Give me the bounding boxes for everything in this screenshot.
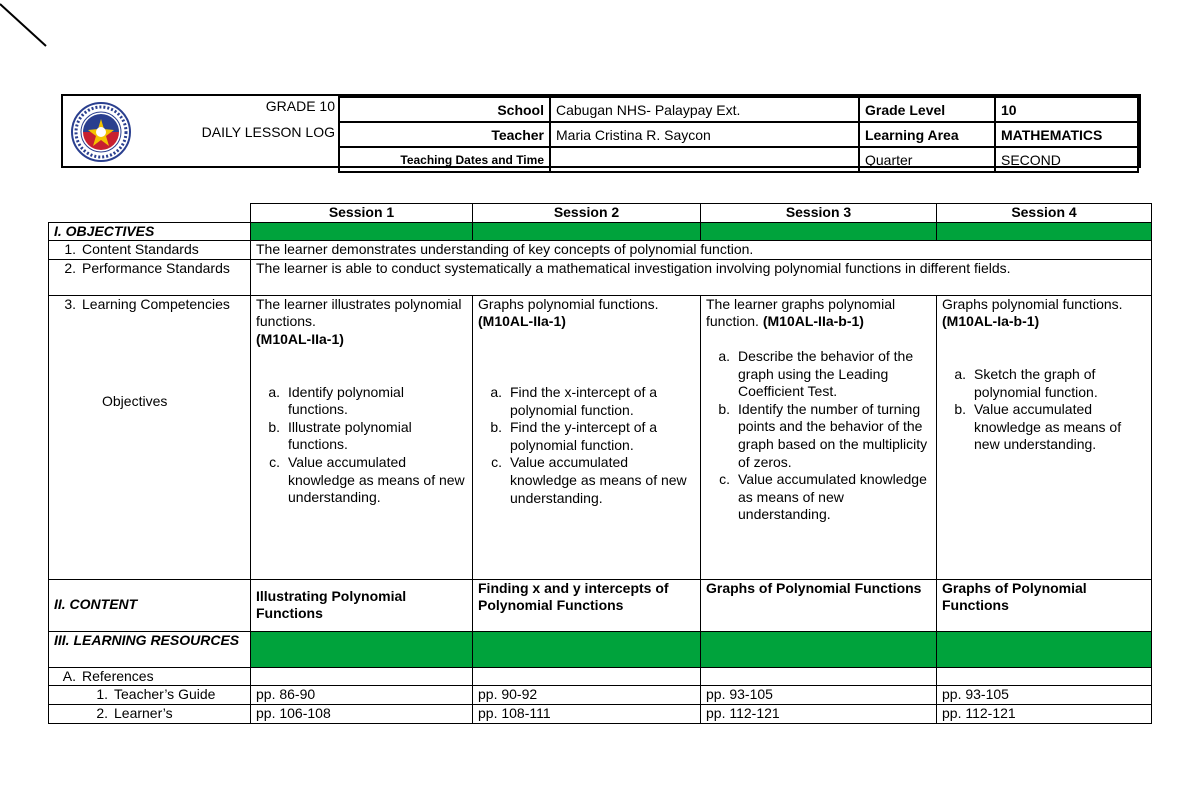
competencies-label-cell [49, 295, 251, 579]
performance-standards-number: 2. [64, 259, 76, 276]
list-item: a. Find the x-intercept of a polynomial function. [490, 383, 658, 418]
teachers-guide-pages-s1: pp. 86-90 [251, 686, 473, 705]
references-label: References [82, 667, 154, 684]
green-band-cell [937, 631, 1152, 667]
empty-cell [937, 667, 1152, 686]
session-2-content: Finding x and y intercepts of Polynomial Functions [473, 579, 701, 631]
session-2-objectives [473, 295, 701, 579]
grade-level-label: Grade Level [859, 97, 995, 122]
empty-cell [473, 667, 701, 686]
session-3-objectives [701, 295, 937, 579]
header-info-grid [338, 96, 1139, 166]
teachers-guide-pages-s3: pp. 93-105 [701, 686, 937, 705]
learners-pages-s1: pp. 106-108 [251, 704, 473, 723]
list-item: b. Identify the number of turning points and the behavior of the graph based on the multiplicity of zeros. [718, 400, 928, 470]
learning-area-label: Learning Area [859, 122, 995, 147]
green-band-cell [251, 631, 473, 667]
session-4-content: Graphs of Polynomial Functions [937, 579, 1152, 631]
resources-section-title: III. LEARNING RESOURCES [49, 631, 251, 667]
learners-pages-s4: pp. 112-121 [937, 704, 1152, 723]
session-3-code: (M10AL-IIa-b-1) [762, 313, 864, 330]
learners-number: 2. [96, 704, 108, 721]
teachers-guide-label: Teacher’s Guide [114, 686, 216, 703]
corner-diagonal-line [0, 0, 60, 60]
content-standards-text: The learner demonstrates understanding of key concepts of polynomial function. [251, 241, 1152, 260]
session-4-code: (M10AL-Ia-b-1) [942, 313, 1040, 330]
green-band-cell [701, 222, 937, 241]
session-4-header: Session 4 [937, 204, 1152, 223]
teachers-guide-number: 1. [96, 686, 108, 703]
list-item: c. Value accumulated knowledge as means of new understanding. [719, 471, 927, 523]
teachers-guide-label-cell [49, 686, 251, 705]
session-2-header: Session 2 [473, 204, 701, 223]
green-band-cell [473, 631, 701, 667]
green-band-cell [251, 222, 473, 241]
session-3-competency: The learner graphs polynomial function. [706, 295, 896, 330]
session-1-content: Illustrating Polynomial Functions [251, 579, 473, 631]
list-item: b. Value accumulated knowledge as means of new understanding. [954, 401, 1122, 453]
objectives-section-title: I. OBJECTIVES [49, 222, 251, 241]
session-2-competency: Graphs polynomial functions. [478, 295, 659, 312]
green-band-cell [473, 222, 701, 241]
learners-label: Learner’s [114, 704, 173, 721]
school-label: School [339, 97, 550, 122]
list-item: a. Describe the behavior of the graph using the Leading Coefficient Test. [718, 347, 914, 400]
learners-pages-s3: pp. 112-121 [701, 704, 937, 723]
log-title: DAILY LESSON LOG [201, 124, 335, 140]
content-section-title: II. CONTENT [49, 579, 251, 631]
session-3-content: Graphs of Polynomial Functions [701, 579, 937, 631]
green-band-cell [701, 631, 937, 667]
session-1-header: Session 1 [251, 204, 473, 223]
quarter-value: SECOND [995, 147, 1138, 172]
teaching-dates-label: Teaching Dates and Time [339, 147, 550, 172]
references-label-cell [49, 667, 251, 686]
session-1-competency: The learner illustrates polynomial functions. [256, 295, 462, 330]
teacher-label: Teacher [339, 122, 550, 147]
references-letter: A. [62, 667, 76, 684]
green-band-cell [937, 222, 1152, 241]
performance-standards-text: The learner is able to conduct systematically a mathematical investigation involving polynomial functions in different fields. [251, 259, 1152, 295]
content-standards-label-cell [49, 241, 251, 260]
content-standards-number: 1. [64, 241, 76, 258]
empty-corner-cell [49, 204, 251, 223]
learners-pages-s2: pp. 108-111 [473, 704, 701, 723]
lesson-log-header [61, 94, 1141, 168]
list-item: c. Value accumulated knowledge as means of new understanding. [491, 454, 687, 506]
learners-label-cell [49, 704, 251, 723]
content-standards-label: Content Standards [82, 241, 199, 258]
empty-cell [701, 667, 937, 686]
teaching-dates-value [550, 147, 859, 172]
list-item: a. Identify polynomial functions. [268, 383, 404, 418]
session-1-objectives [251, 295, 473, 579]
competencies-label: Learning Competencies [82, 295, 230, 312]
quarter-label: Quarter [859, 147, 995, 172]
session-3-header: Session 3 [701, 204, 937, 223]
teachers-guide-pages-s4: pp. 93-105 [937, 686, 1152, 705]
performance-standards-label: Performance Standards [82, 259, 230, 276]
empty-cell [251, 667, 473, 686]
school-value: Cabugan NHS- Palaypay Ext. [550, 97, 859, 122]
grade-level-value: 10 [995, 97, 1138, 122]
learning-area-value: MATHEMATICS [995, 122, 1138, 147]
list-item: c. Value accumulated knowledge as means of new understanding. [269, 453, 465, 506]
grade-title: GRADE 10 [265, 98, 335, 114]
list-item: b. Illustrate polynomial functions. [268, 418, 412, 453]
competencies-number: 3. [64, 295, 76, 312]
session-1-code: (M10AL-IIa-1) [256, 330, 344, 347]
objectives-label: Objectives [102, 392, 168, 409]
session-4-objectives [937, 295, 1152, 579]
list-item: a. Sketch the graph of polynomial function. [954, 365, 1098, 400]
teachers-guide-pages-s2: pp. 90-92 [473, 686, 701, 705]
session-2-code: (M10AL-IIa-1) [478, 313, 566, 330]
session-4-competency: Graphs polynomial functions. [942, 295, 1123, 312]
list-item: b. Find the y-intercept of a polynomial function. [490, 419, 658, 453]
performance-standards-label-cell [49, 259, 251, 295]
lesson-plan-table [48, 203, 1151, 724]
teacher-value: Maria Cristina R. Saycon [550, 122, 859, 147]
